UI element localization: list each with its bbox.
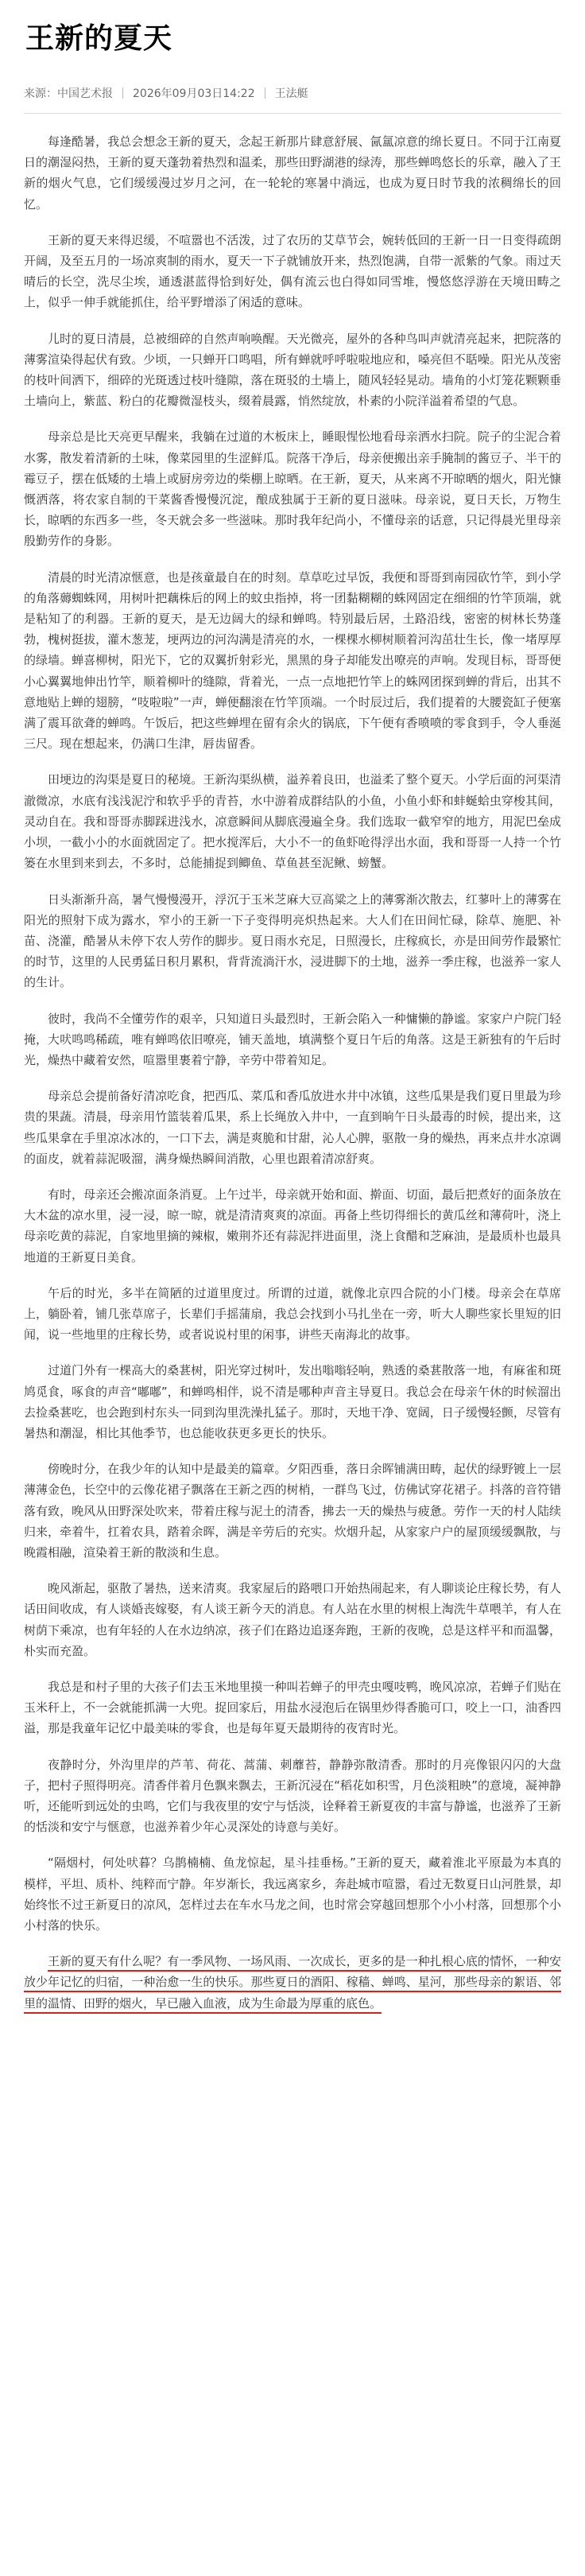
paragraph: 彼时，我尚不全懂劳作的艰辛，只知道日头最烈时，王新会陷入一种慵懒的静谧。家家户户院门轻掩，大吠鸣鸣稀疏，唯有蝉鸣依旧嘹亮，铺天盖地，填满整个夏日午后的角落。这是王新独有的午后时光，燥热中藏着安然，喧嚣里裹着宁静，辛劳中带着知足。	[24, 1011, 561, 1067]
paragraph: 有时，母亲还会搬凉面条消夏。上午过半，母亲就开始和面、擀面、切面，最后把煮好的面条放在大木盆的凉水里，浸一浸，晾一晾，就是清清爽爽的凉面。再备上些切得细长的黄瓜丝和薄荷叶，浇上母亲吃黄的蒜泥，自家地里摘的辣椒，嫩荆芥还有蒜泥拌进面里，浇上食醋和芝麻油，是最质朴也最具地道的王新夏日美食。	[24, 1187, 561, 1265]
meta-divider	[24, 113, 561, 114]
paragraph: 儿时的夏日清晨，总被细碎的自然声响唤醒。天光微亮，屋外的各种鸟叫声就清亮起来，把院落的薄雾渲染得起伏有致。少顷，一只蝉开口鸣唱，所有蝉就呼呼啦啦地应和，嗓亮但不聒噪。阳光从茂密的枝叶间洒下，细碎的光斑透过枝叶缝隙，落在斑驳的土墙上，随风轻轻晃动。墙角的小灯笼花颗颗垂土墙向上，紫蓝、粉白的花瓣微湿枝头，缀着晨露，悄然绽放，朴素的小院洋溢着希望的气息。	[24, 331, 561, 409]
article-source: 来源：中国艺术报	[24, 87, 113, 100]
article-author: 王法艇	[274, 87, 308, 100]
paragraph: 午后的时光，多半在简陋的过道里度过。所谓的过道，就像北京四合院的小门楼。母亲会在草席上，躺卧着，铺几张草席子，长辈们手摇蒲扇，我总会找到小马扎坐在一旁，听大人聊些家长里短的旧闻，说一些地里的庄稼长势，或者说说村里的闲事，讲些天南海北的故事。	[24, 1285, 561, 1342]
paragraph: 晚风渐起，驱散了暑热，送来清爽。我家屋后的路喂口开始热闹起来，有人聊谈论庄稼长势，有人话田间收成，有人谈婚丧嫁娶，有人谈王新今天的消息。有人站在水里的树根上淘洗牛草喂羊，有人在树荫下乘凉，也有年轻的人在水边纳凉，孩子们在路边追逐奔跑，王新的夜晚，总是这样平和而温馨，朴实而充盈。	[24, 1581, 561, 1658]
paragraph: 日头渐渐升高，暑气慢慢漫开，浮沉于玉米芝麻大豆高粱之上的薄雾渐次散去，红蓼叶上的薄雾在阳光的照射下成为露水，窄小的王新一下子变得明亮炽热起来。大人们在田间忙碌，除草、施肥、补苗、浇灌，酷暑从未停下农人劳作的脚步。夏日雨水充足，日照漫长，庄稼疯长，亦是田间劳作最繁忙的时节，这里的人民勇猛日积月累积，背背流淌汗水，浸进脚下的土地，滋养一季庄稼，也滋养一家人的生计。	[24, 892, 561, 990]
paragraph: “隔烟村，何处吠暮？乌鹊楠楠、鱼龙惊起，星斗挂垂杨。”王新的夏天，藏着淮北平原最为本真的模样，平坦、质朴、纯粹而宁静。年岁渐长，我远离家乡，奔赴城市喧嚣，看过无数夏日山河胜景，却始终怅不过王新夏日的凉风，怎样过去在车水马龙之间，也时常会穿越回想那个小小村落，回想那个小小村落的快乐。	[24, 1855, 561, 1933]
article-body	[24, 131, 561, 2014]
meta-separator	[122, 87, 123, 99]
paragraph: 我总是和村子里的大孩子们去玉米地里摸一种叫若蝉子的甲壳虫嘎吱鸭，晚风凉凉，若蝉子们贴在玉米秆上，不一会就能抓满一大兜。捉回家后，用盐水浸泡后在锅里炒得香脆可口，咬上一口，油香四溢，那是我童年记忆中最美味的零食，也是每年夏天最期待的夜宵时光。	[24, 1680, 561, 1736]
paragraph: 王新的夏天来得迟缓，不喧嚣也不活泼，过了农历的艾草节会，婉转低回的王新一日一日变得疏朗开阔，及至五月的一场凉爽制的雨水，夏天一下子就铺放开来，热烈饱满，自带一派紫的气象。雨过天晴后的长空，洗尽尘埃，通透湛蓝得恰到好处，偶有流云也白得如同雪堆，慢悠悠浮游在天境田畴之上，似乎一伸手就能抓住，给平野增添了闲适的意味。	[24, 232, 561, 310]
paragraph: 每逢酷暑，我总会想念王新的夏天，念起王新那片肆意舒展、氤氲凉意的绵长夏日。不同于江南夏日的潮湿闷热，王新的夏天蓬勃着热烈和温柔，那些田野湖港的绿涛，那些蝉鸣悠长的乐章，融入了王新的烟火气息，它们缓缓漫过岁月之河，在一轮轮的寒暑中淌远，也成为夏日时节我的浓稠绵长的回忆。	[24, 134, 561, 212]
article-meta	[24, 84, 561, 102]
closing-paragraph	[24, 1951, 561, 2014]
article-title: 王新的夏天	[25, 22, 173, 55]
article-date: 2026年09月03日14:22	[133, 87, 255, 100]
paragraph: 母亲总是比天亮更早醒来，我躺在过道的木板床上，睡眼惺忪地看母亲洒水扫院。院子的尘泥合着水雾，散发着清新的土味，像菜园里的生涩鲜瓜。院落干净后，母亲便搬出亲手腌制的酱豆子、半干的霉豆子，摆在低矮的土墙上或厨房旁边的柴棚上晾晒。在王新，夏天，从来离不开晾晒的烟火，阳光慷慨洒落，将农家自制的干菜酱香慢慢沉淀，酿成独属于王新的夏日滋味。母亲说，夏日天长，万物生长，晾晒的东西多一些，冬天就会多一些滋味。那时我年纪尚小，不懂母亲的话意，只记得晨光里母亲殷勤劳作的身影。	[24, 429, 561, 549]
underlined-highlight: 王新的夏天有什么呢？有一季风物、一场风雨、一次成长，更多的是一种扎根心底的情怀，一种安放少年记忆的归宿，一种治愈一生的快乐。那些夏日的酒阳、稼穑、蝉鸣、星河，那些母亲的絮语、邻里的温情、田野的烟火，早已融入血液，成为生命最为厚重的底色。	[24, 1954, 561, 2013]
paragraph: 夜静时分，外沟里岸的芦苇、荷花、蒿蒲、刺蘼苔，静静弥散清香。那时的月亮像银闪闪的大盘子，把村子照得明亮。清香伴着月色飘来飘去，王新沉浸在“稻花如积雪，月色淡粗映”的意境，凝神静听，还能听到远处的虫鸣，它们与我夜里的安宁与恬淡，诠释着王新夏夜的丰富与静谧，也滋养了王新的恬淡和安宁与惬意，也滋养着少年心灵深处的诗意与美好。	[24, 1757, 561, 1835]
paragraph: 傍晚时分，在我少年的认知中是最美的篇章。夕阳西垂，落日余晖铺满田畴，起伏的绿野镀上一层薄薄金色，长空中的云像花裙子飘落在王新之西的树梢，一群鸟飞过，仿佛试穿花裙子。抖落的音符错落有致，晚风从田野深处吹来，带着庄稼与泥土的清香，拂去一天的燥热与疲惫。劳作一天的村人陆续归来，牵着牛，扛着农具，踏着余晖，满是辛劳后的充实。炊烟升起，从家家户户的屋顶缓缓飘散，与晚霞相融，渲染着王新的散淡和生息。	[24, 1462, 561, 1560]
paragraph: 田埂边的沟渠是夏日的秘境。王新沟渠纵横，溢养着良田，也溢柔了整个夏天。小学后面的河渠清澈微凉，水底有浅浅泥泞和软乎乎的青苔，水中游着成群结队的小鱼，小鱼小虾和蚌蜒蛤虫穿梭其间，灵动自在。我和哥哥赤脚踩进浅水，凉意瞬间从脚底漫遍全身。我们选取一截窄窄的地方，用泥巴垒成小坝，一截小小的水面就固定了。把水搅浑后，大小不一的鱼虾呛得浮出水面，我和哥哥一人持一个竹篓在水里到来到去，不多时，总能捕捉到鲫鱼、草鱼甚至泥鳅、螃蟹。	[24, 772, 561, 871]
paragraph: 母亲总会提前备好清凉吃食，把西瓜、菜瓜和香瓜放进水井中冰镇，这些瓜果是我们夏日里最为珍贵的果蔬。清晨，母亲用竹篮装着瓜果，系上长绳放入井中，一直到晌午日头最毒的时候，提出来，这些瓜果拿在手里凉冰冰的，一口下去，满是爽脆和甘甜，沁人心脾，驱散一身的燥热，再来点井水凉调的面皮，就着蒜泥吸溜，满身燥热瞬间消散，心里也跟着清凉舒爽。	[24, 1089, 561, 1166]
paragraph: 过道门外有一棵高大的桑葚树，阳光穿过树叶，发出嗡嗡轻响，熟透的桑葚散落一地，有麻雀和斑鸠觅食，啄食的声音“嘟嘟”，和蝉鸣相伴，说不清是哪种声音主导夏日。我总会在母亲午休的时候溜出去捡桑葚吃，也会跑到村东头一同到沟里洗澡扎猛子。那时，天地干净、宽阔，日子缓慢轻颤，尽管有暑热和潮湿，相比其他季节，也总能收获更多更长的快乐。	[24, 1363, 561, 1440]
paragraph: 清晨的时光清凉惬意，也是孩童最自在的时刻。草草吃过早饭，我便和哥哥到南园砍竹竿，到小学的角落薅蜘蛛网，用树叶把藕株后的网上的蚊虫指掉，将一团黏糊糊的蛛网固定在细细的竹竿顶端，就是粘知了的利器。王新的夏天，是无边阔大的绿和蝉鸣。特别最后居，土路沿线，密密的树林长势蓬勃，槐树挺拔，灌木葱茏，埂两边的河沟满是清亮的水，一棵棵水柳树顺着河沟茁壮生长，像一堵厚厚的绿墙。蝉喜柳树，阳光下，它的双翼折射彩光，黑黑的身子却能发出嘹亮的声响。发现目标，哥哥便小心翼翼地伸出竹竿，顺着柳叶的缝隙，背着光，一点一点地把竹竿上的蛛网团探到蝉的背后，出其不意地贴上蝉的翅膀，“吱啦啦”一声，蝉便翻滚在竹竿顶端。一个时辰过后，我们提着的大腰瓷缸子便塞满了震耳欲聋的蝉鸣。午饭后，把这些蝉埋在留有余火的锅底，下午便有香喷喷的零食到手，令人垂涎三尺。现在想起来，仍满口生津，唇齿留香。	[24, 569, 561, 752]
